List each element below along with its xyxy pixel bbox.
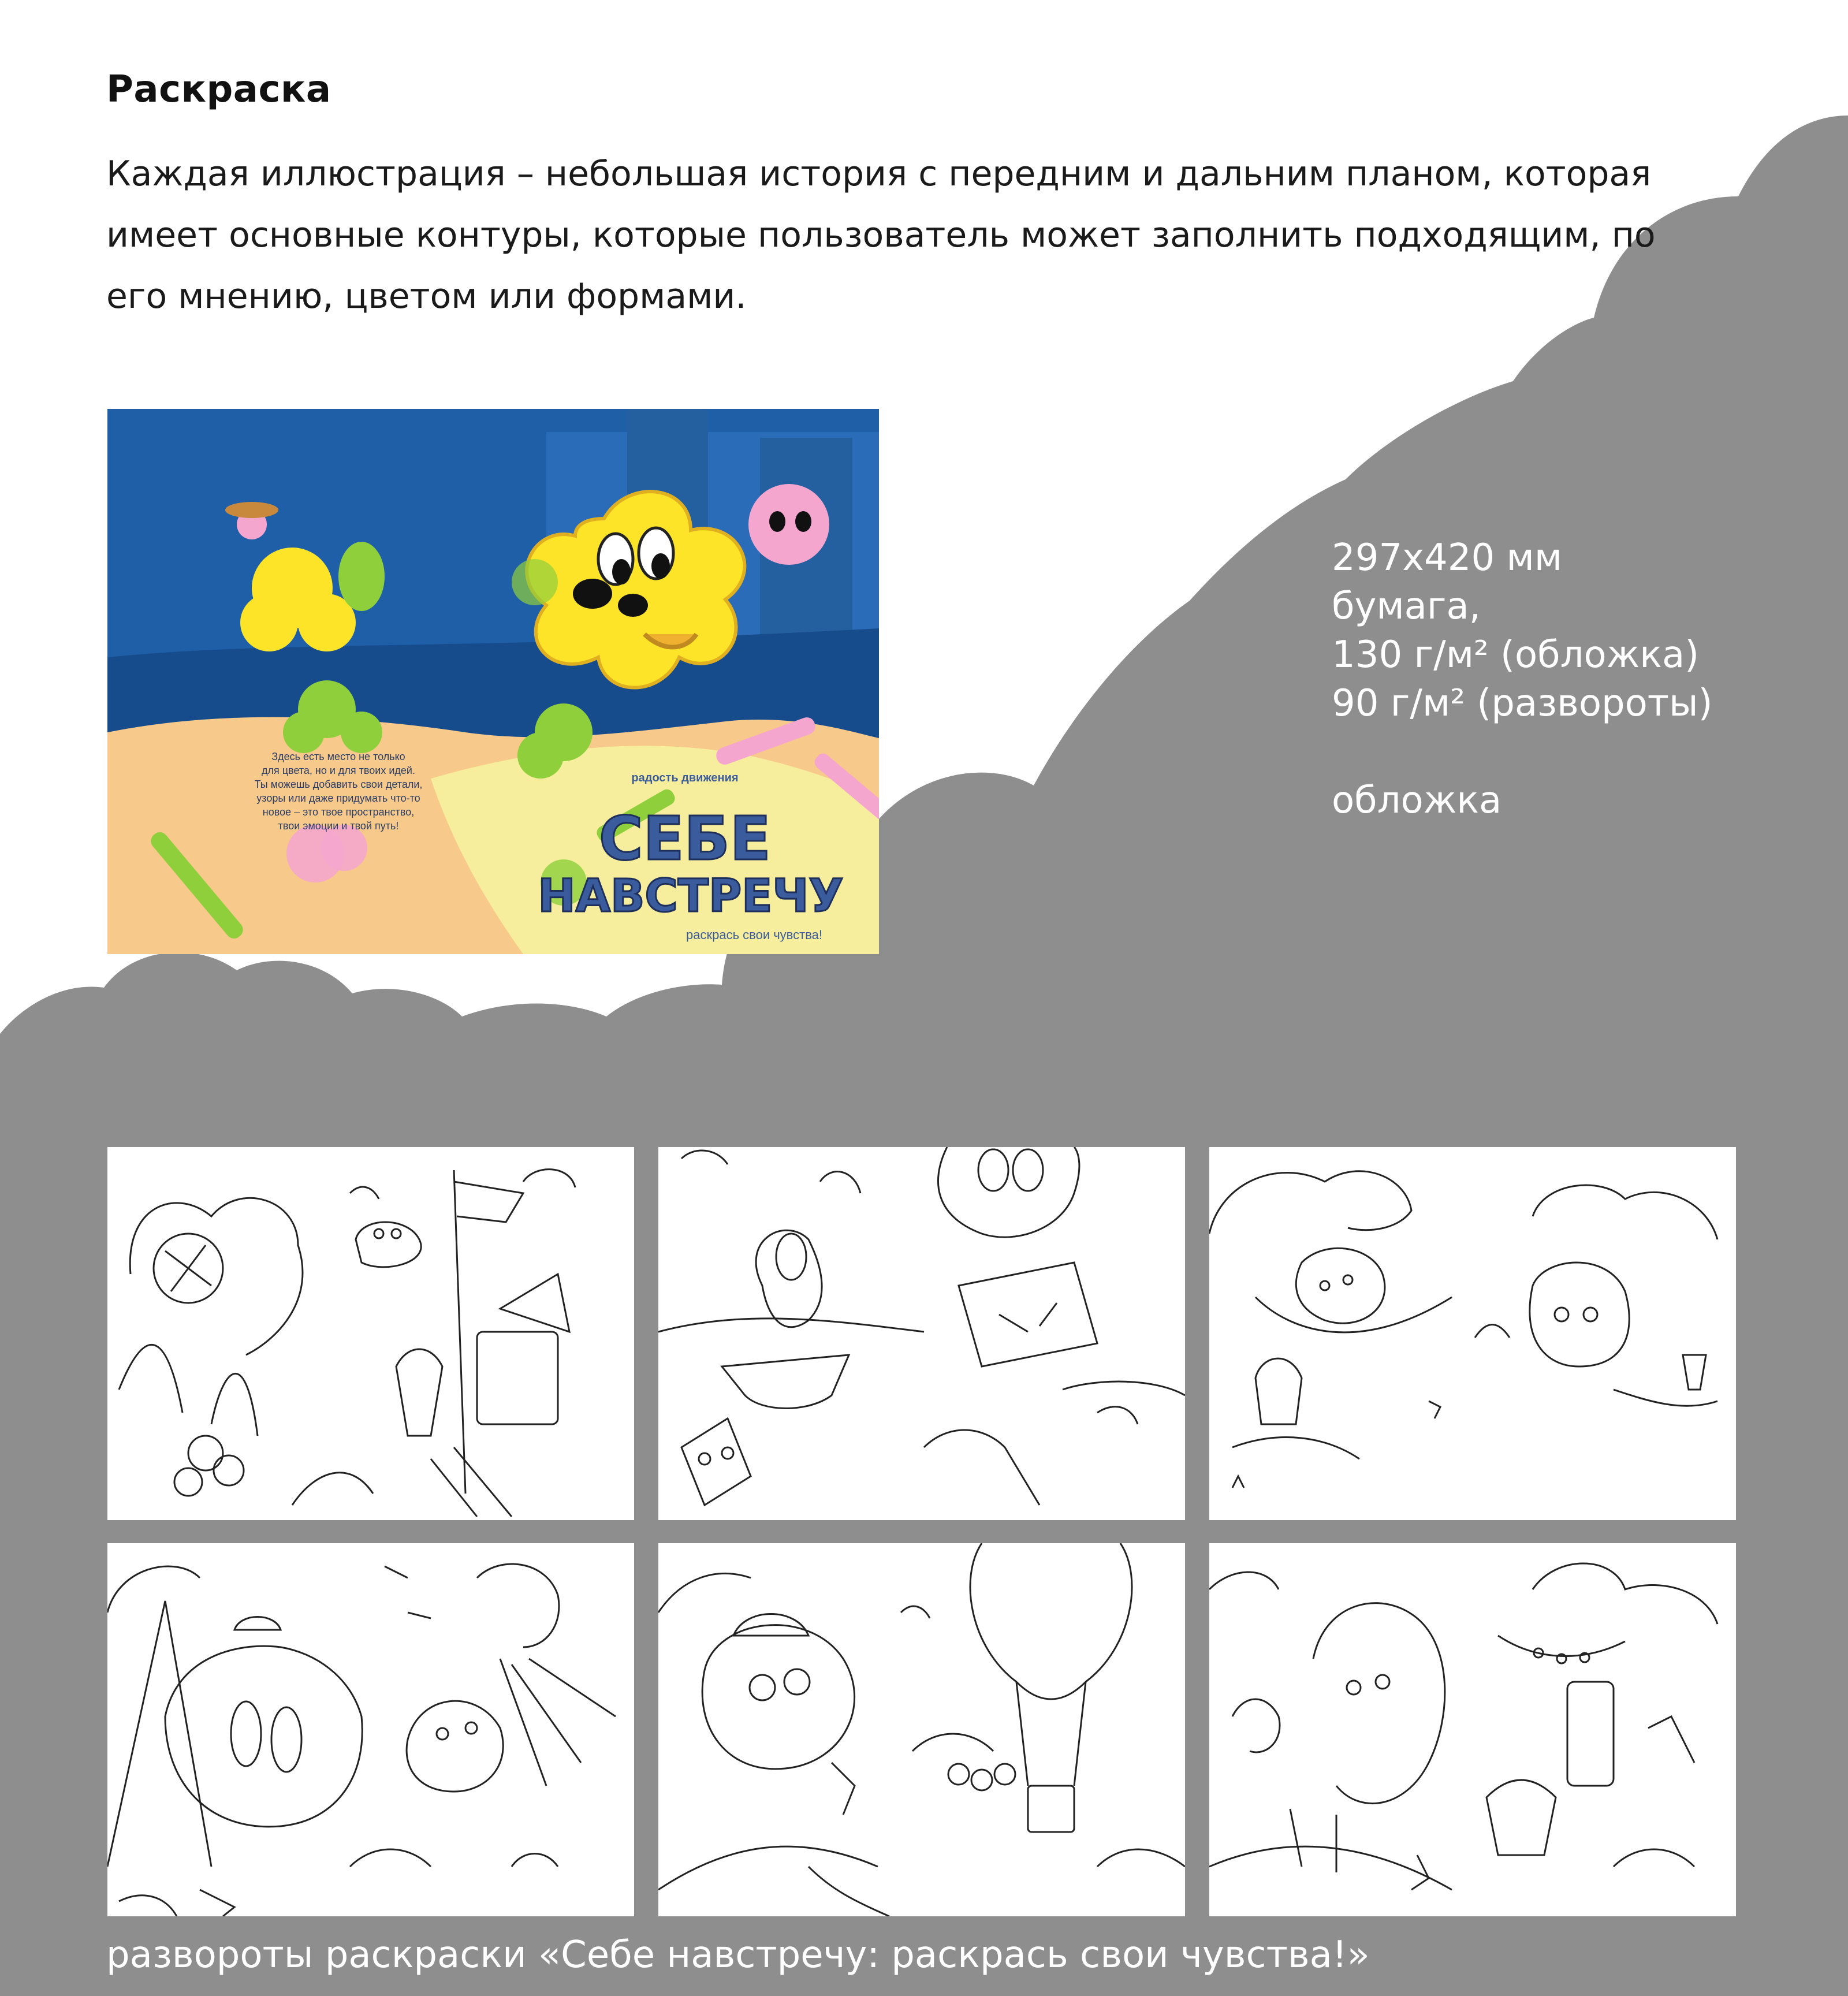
cover-title-line-2: НАВСТРЕЧУ: [538, 870, 844, 922]
spread-5: [658, 1543, 1185, 1916]
cover-intro-line-2: для цвета, но и для твоих идей.: [262, 765, 415, 776]
cover-intro-line-3: Ты можешь добавить свои детали,: [254, 779, 423, 790]
spread-3: [1209, 1147, 1736, 1520]
cover-title-line-1: СЕБЕ: [599, 803, 771, 874]
cover-intro-line-6: твои эмоции и твой путь!: [278, 820, 399, 832]
cover-intro-line-1: Здесь есть место не только: [271, 751, 405, 762]
spread-4: [107, 1543, 634, 1916]
spreads-caption: развороты раскраски «Себе навстречу: раскрась свои чувства!»: [106, 1934, 1370, 1976]
cover-subtitle: раскрась свои чувства!: [686, 928, 822, 942]
cover-intro-line-4: узоры или даже придумать что-то: [256, 792, 420, 804]
spread-2: [658, 1147, 1185, 1520]
spec-size: 297х420 мм: [1332, 537, 1563, 579]
spread-1: [107, 1147, 634, 1520]
spec-spread-weight: 90 г/м² (развороты): [1332, 682, 1713, 725]
spread-6: [1209, 1543, 1736, 1916]
spec-cover-label: обложка: [1332, 779, 1502, 822]
spec-paper: бумага,: [1332, 585, 1481, 628]
cover-artwork: [107, 409, 879, 954]
spec-cover-weight: 130 г/м² (обложка): [1332, 634, 1700, 676]
cover-brand: радость движения: [631, 772, 739, 784]
cover-intro-line-5: новое – это твое пространство,: [262, 806, 415, 818]
page-title: Раскраска: [106, 68, 331, 111]
intro-paragraph: Каждая иллюстрация – небольшая история с передним и дальним планом, которая имеет основные контуры, которые пользователь может заполнить подходящим, по его мнению, цветом или формами.: [106, 154, 1656, 316]
specs-block: [1332, 534, 1713, 825]
